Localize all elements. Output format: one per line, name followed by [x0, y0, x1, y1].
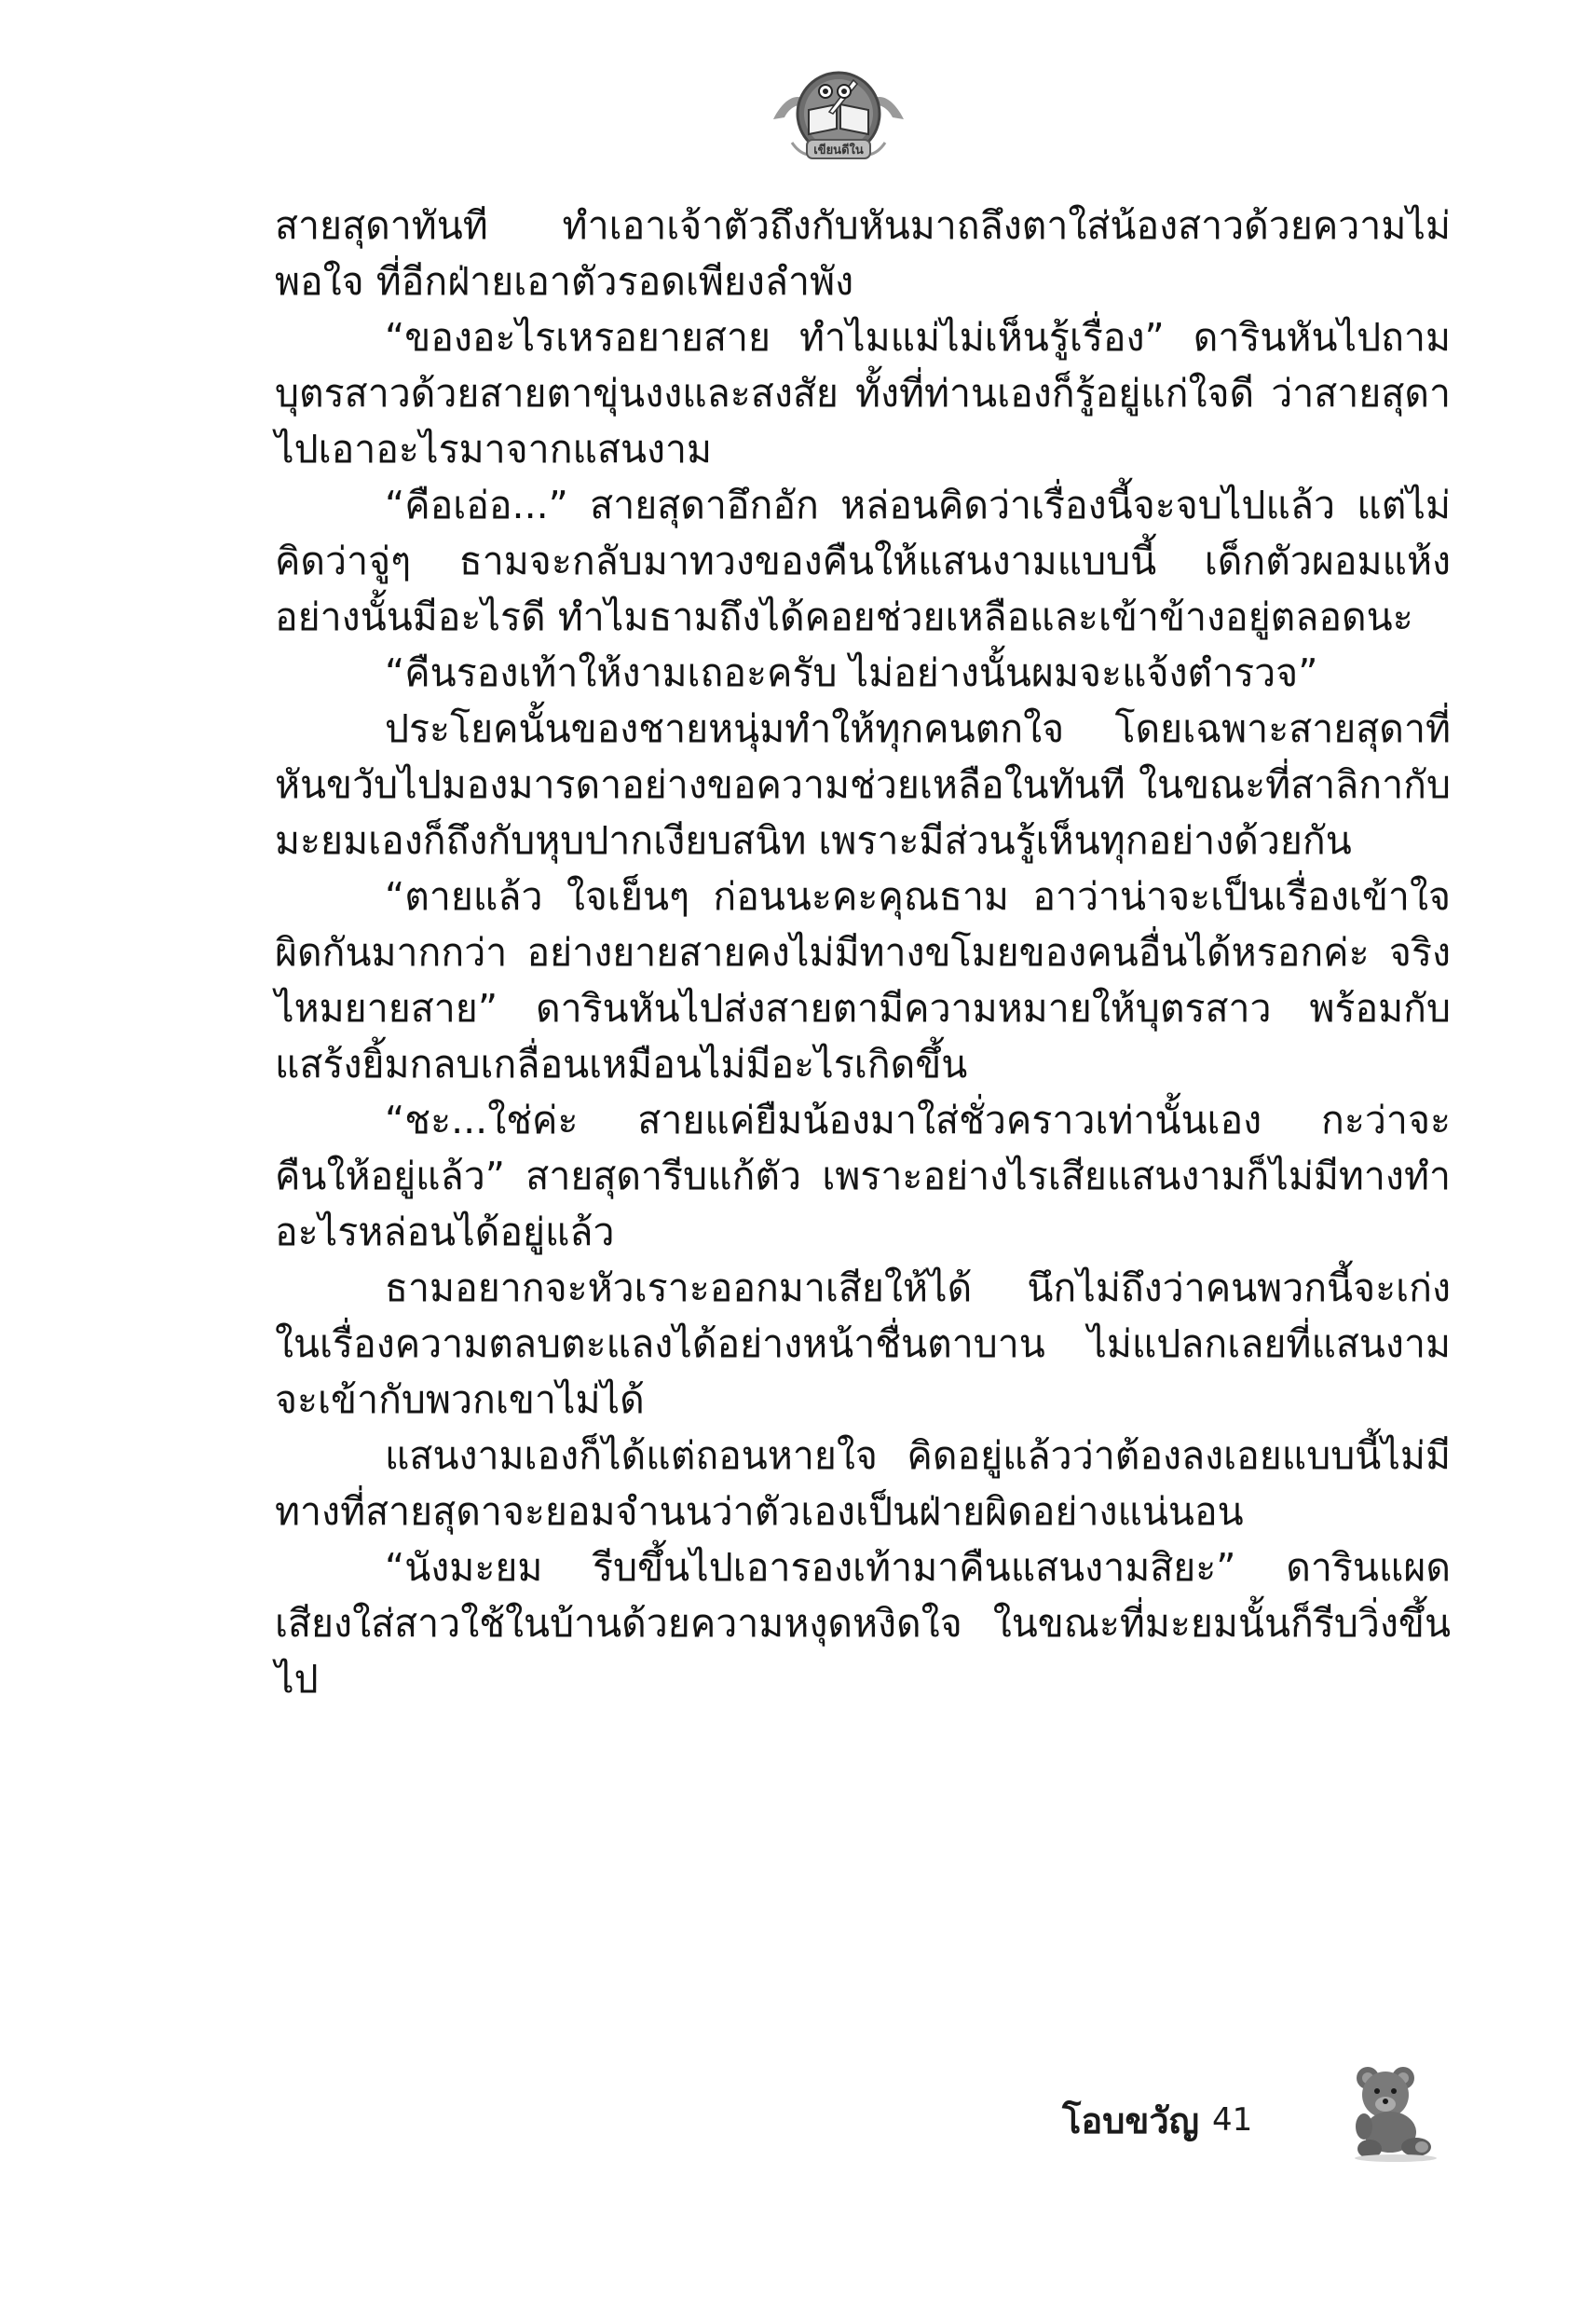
paragraph-3: “คือเอ่อ...” สายสุดาอึกอัก หล่อนคิดว่าเรื่องนี้จะจบไปแล้ว แต่ไม่คิดว่าจู่ๆ ธามจะกลับมาทวงของคืนให้แสนงามแบบนี้ เด็กตัวผอมแห้งอย่างนั้นมีอะไรดี ทำไมธามถึงได้คอยช่วยเหลือและเข้าข้างอยู่ตลอดนะ	[275, 483, 1451, 639]
paragraph-7: “ชะ...ใช่ค่ะ สายแค่ยืมน้องมาใส่ชั่วคราวเท่านั้นเอง กะว่าจะคืนให้อยู่แล้ว” สายสุดารีบแก้ตัว เพราะอย่างไรเสียแสนงามก็ไม่มีทางทำอะไรหล่อนได้อยู่แล้ว	[275, 1098, 1451, 1254]
page-footer	[1062, 2092, 1252, 2148]
paragraph-10: “นังมะยม รีบขึ้นไปเอารองเท้ามาคืนแสนงามสิยะ” ดารินแผดเสียงใส่สาวใช้ในบ้านด้วยความหงุดหงิดใจ ในขณะที่มะยมนั้นก็รีบวิ่งขึ้นไป	[275, 1545, 1451, 1702]
paragraph-1: สายสุดาทันที ทำเอาเจ้าตัวถึงกับหันมาถลึงตาใส่น้องสาวด้วยความไม่พอใจ ที่อีกฝ่ายเอาตัวรอดเพียงลำพัง	[275, 203, 1451, 304]
paragraph-5: ประโยคนั้นของชายหนุ่มทำให้ทุกคนตกใจ โดยเฉพาะสายสุดาที่หันขวับไปมองมารดาอย่างขอความช่วยเหลือในทันที ในขณะที่สาลิกากับมะยมเองก็ถึงกับหุบปากเงียบสนิท เพราะมีส่วนรู้เห็นทุกอย่างด้วยกัน	[275, 706, 1451, 863]
logo-text: เขียนดีใน	[813, 144, 864, 157]
teddy-bear-icon	[1342, 2059, 1444, 2162]
book-title: โอบขวัญ	[1062, 2099, 1200, 2141]
paragraph-6: “ตายแล้ว ใจเย็นๆ ก่อนนะคะคุณธาม อาว่าน่าจะเป็นเรื่องเข้าใจผิดกันมากกว่า อย่างยายสายคงไม่มีทางขโมยของคนอื่นได้หรอกค่ะ จริงไหมยายสาย” ดารินหันไปส่งสายตามีความหมายให้บุตรสาว พร้อมกับแสร้งยิ้มกลบเกลื่อนเหมือนไม่มีอะไรเกิดขึ้น	[275, 874, 1451, 1087]
paragraph-9: แสนงามเองก็ได้แต่ถอนหายใจ คิดอยู่แล้วว่าต้องลงเอยแบบนี้ไม่มีทางที่สายสุดาจะยอมจำนนว่าตัวเองเป็นฝ่ายผิดอย่างแน่นอน	[275, 1433, 1451, 1534]
page-number: 41	[1212, 2101, 1253, 2139]
book-emblem-icon	[764, 54, 913, 175]
main-text	[275, 198, 1451, 1707]
paragraph-2: “ของอะไรเหรอยายสาย ทำไมแม่ไม่เห็นรู้เรื่อง” ดารินหันไปถามบุตรสาวด้วยสายตาขุ่นงงและสงสัย ทั้งที่ท่านเองก็รู้อยู่แก่ใจดี ว่าสายสุดาไปเอาอะไรมาจากแสนงาม	[275, 315, 1451, 472]
paragraph-8: ธามอยากจะหัวเราะออกมาเสียให้ได้ นึกไม่ถึงว่าคนพวกนี้จะเก่งในเรื่องความตลบตะแลงได้อย่างหน้าชื่นตาบาน ไม่แปลกเลยที่แสนงามจะเข้ากับพวกเขาไม่ได้	[275, 1265, 1451, 1422]
paragraph-4: “คืนรองเท้าให้งามเถอะครับ ไม่อย่างนั้นผมจะแจ้งตำรวจ”	[385, 650, 1318, 695]
